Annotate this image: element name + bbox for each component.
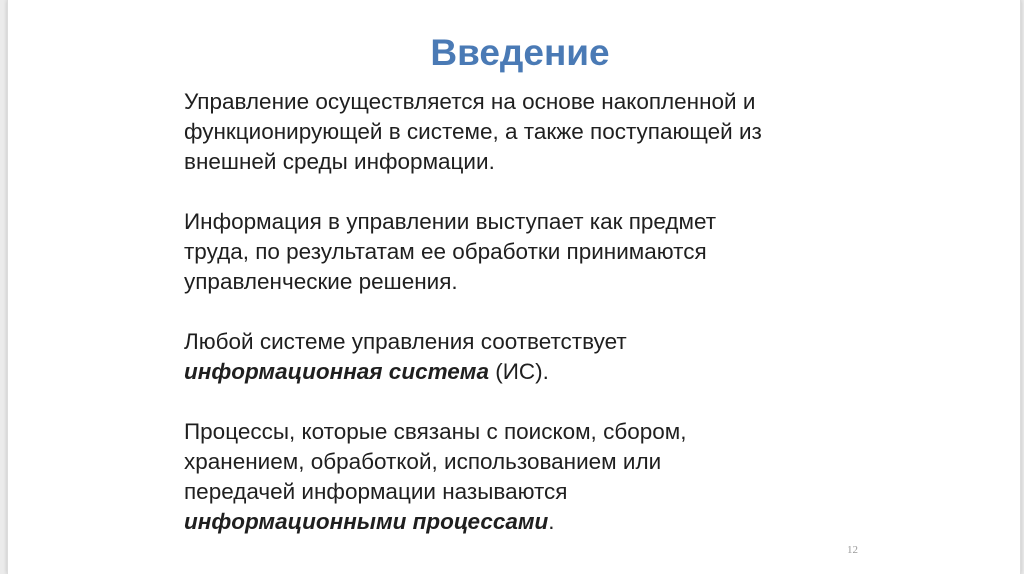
slide-title: Введение <box>430 32 610 73</box>
paragraph-2-line-1: Информация в управлении выступает как предмет <box>184 209 717 234</box>
paragraph-3 <box>184 327 904 387</box>
paragraph-4-line-1: Процессы, которые связаны с поиском, сбором, <box>184 419 687 444</box>
paragraph-2-line-2: труда, по результатам ее обработки принимаются <box>184 239 707 264</box>
paragraph-4-line-4 <box>184 507 904 537</box>
paragraph-3-line-1: Любой системе управления соответствует <box>184 329 627 354</box>
paragraph-4-tail: . <box>548 509 555 534</box>
slide <box>7 0 1021 574</box>
page-number: 12 <box>847 544 858 556</box>
paragraph-1-line-3: внешней среды информации. <box>184 149 495 174</box>
paragraph-4-line-3: передачей информации называются <box>184 479 568 504</box>
paragraph-4 <box>184 417 904 537</box>
slide-body <box>184 87 904 537</box>
paragraph-1-line-1: Управление осуществляется на основе накопленной и <box>184 89 756 114</box>
paragraph-1 <box>184 87 904 177</box>
paragraph-2 <box>184 207 904 297</box>
emphasis-information-system: информационная система <box>184 359 489 384</box>
paragraph-3-line-2 <box>184 357 904 387</box>
paragraph-2-line-3: управленческие решения. <box>184 269 458 294</box>
paragraph-4-line-2: хранением, обработкой, использованием или <box>184 449 662 474</box>
emphasis-information-processes: информационными процессами <box>184 509 549 534</box>
paragraph-1-line-2: функционирующей в системе, а также поступающей из <box>184 119 762 144</box>
paragraph-3-tail: (ИС). <box>488 359 549 384</box>
